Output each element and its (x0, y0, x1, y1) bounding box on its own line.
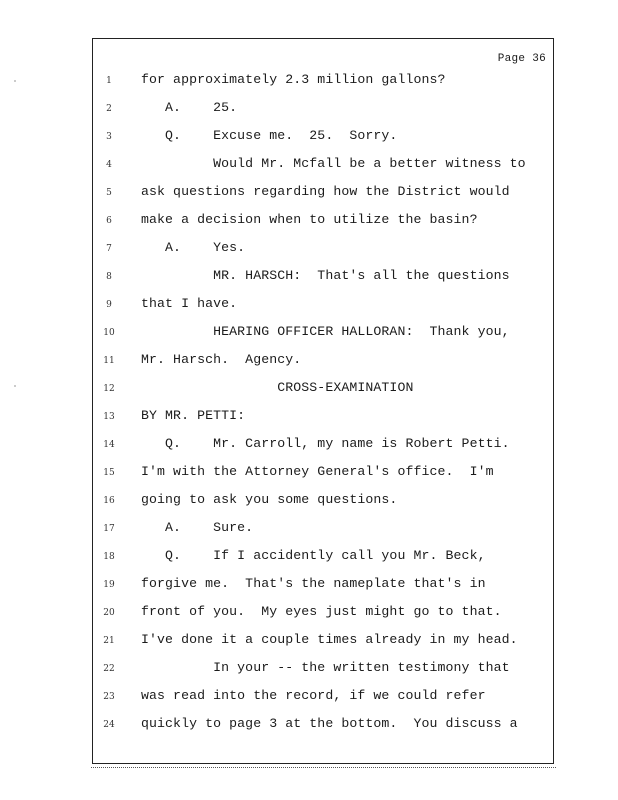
line-number: 23 (103, 692, 115, 702)
transcript-line (0, 490, 618, 518)
transcript-line (0, 294, 618, 322)
line-text: I've done it a couple times already in my head. (141, 632, 518, 647)
transcript-line (0, 266, 618, 294)
line-text: Q. Mr. Carroll, my name is Robert Petti. (141, 436, 510, 451)
line-number: 18 (103, 552, 115, 562)
line-number: 21 (103, 636, 115, 646)
transcript-line (0, 350, 618, 378)
line-number: 19 (103, 580, 115, 590)
line-text: Q. If I accidently call you Mr. Beck, (141, 548, 486, 563)
line-number: 14 (103, 440, 115, 450)
transcript-line (0, 210, 618, 238)
line-text: ask questions regarding how the District would (141, 184, 510, 199)
transcript-line (0, 574, 618, 602)
line-text: Would Mr. Mcfall be a better witness to (141, 156, 526, 171)
line-number: 16 (103, 496, 115, 506)
transcript-line (0, 98, 618, 126)
line-number: 22 (103, 664, 115, 674)
page-number: Page 36 (497, 53, 546, 65)
line-number: 4 (106, 160, 112, 170)
line-text: Mr. Harsch. Agency. (141, 352, 302, 367)
line-text: A. 25. (141, 100, 238, 115)
line-text: A. Yes. (141, 240, 246, 255)
line-number: 1 (106, 76, 112, 86)
line-text: quickly to page 3 at the bottom. You discuss a (141, 716, 518, 731)
line-text: that I have. (141, 296, 238, 311)
transcript-line (0, 602, 618, 630)
line-text: for approximately 2.3 million gallons? (141, 72, 446, 87)
transcript-line (0, 70, 618, 98)
transcript-line (0, 658, 618, 686)
transcript-line (0, 322, 618, 350)
line-number: 7 (106, 244, 112, 254)
transcript-line (0, 182, 618, 210)
line-text: CROSS-EXAMINATION (141, 380, 414, 395)
line-number: 6 (106, 216, 112, 226)
transcript-line (0, 630, 618, 658)
scan-speck (14, 80, 16, 82)
transcript-line (0, 518, 618, 546)
line-text: BY MR. PETTI: (141, 408, 246, 423)
line-text: Q. Excuse me. 25. Sorry. (141, 128, 398, 143)
line-text: HEARING OFFICER HALLORAN: Thank you, (141, 324, 510, 339)
line-text: was read into the record, if we could refer (141, 688, 486, 703)
line-number: 10 (103, 328, 115, 338)
line-text: front of you. My eyes just might go to that. (141, 604, 502, 619)
line-number: 20 (103, 608, 115, 618)
line-number: 17 (103, 524, 115, 534)
transcript-line (0, 378, 618, 406)
transcript-line (0, 126, 618, 154)
transcript-line (0, 714, 618, 742)
transcript-line (0, 154, 618, 182)
line-number: 9 (106, 300, 112, 310)
scan-speck (14, 385, 16, 387)
line-number: 11 (103, 356, 115, 366)
line-text: A. Sure. (141, 520, 254, 535)
line-text: MR. HARSCH: That's all the questions (141, 268, 510, 283)
line-number: 15 (103, 468, 115, 478)
line-number: 24 (103, 720, 115, 730)
line-number: 5 (106, 188, 112, 198)
transcript-line (0, 238, 618, 266)
line-text: In your -- the written testimony that (141, 660, 510, 675)
transcript-line (0, 434, 618, 462)
transcript-line (0, 686, 618, 714)
line-number: 12 (103, 384, 115, 394)
transcript-line (0, 546, 618, 574)
line-number: 3 (106, 132, 112, 142)
line-number: 13 (103, 412, 115, 422)
line-text: going to ask you some questions. (141, 492, 398, 507)
line-number: 2 (106, 104, 112, 114)
line-text: I'm with the Attorney General's office. I'm (141, 464, 494, 479)
line-text: forgive me. That's the nameplate that's in (141, 576, 486, 591)
transcript-line (0, 462, 618, 490)
line-number: 8 (106, 272, 112, 282)
transcript-line (0, 406, 618, 434)
line-text: make a decision when to utilize the basin? (141, 212, 478, 227)
